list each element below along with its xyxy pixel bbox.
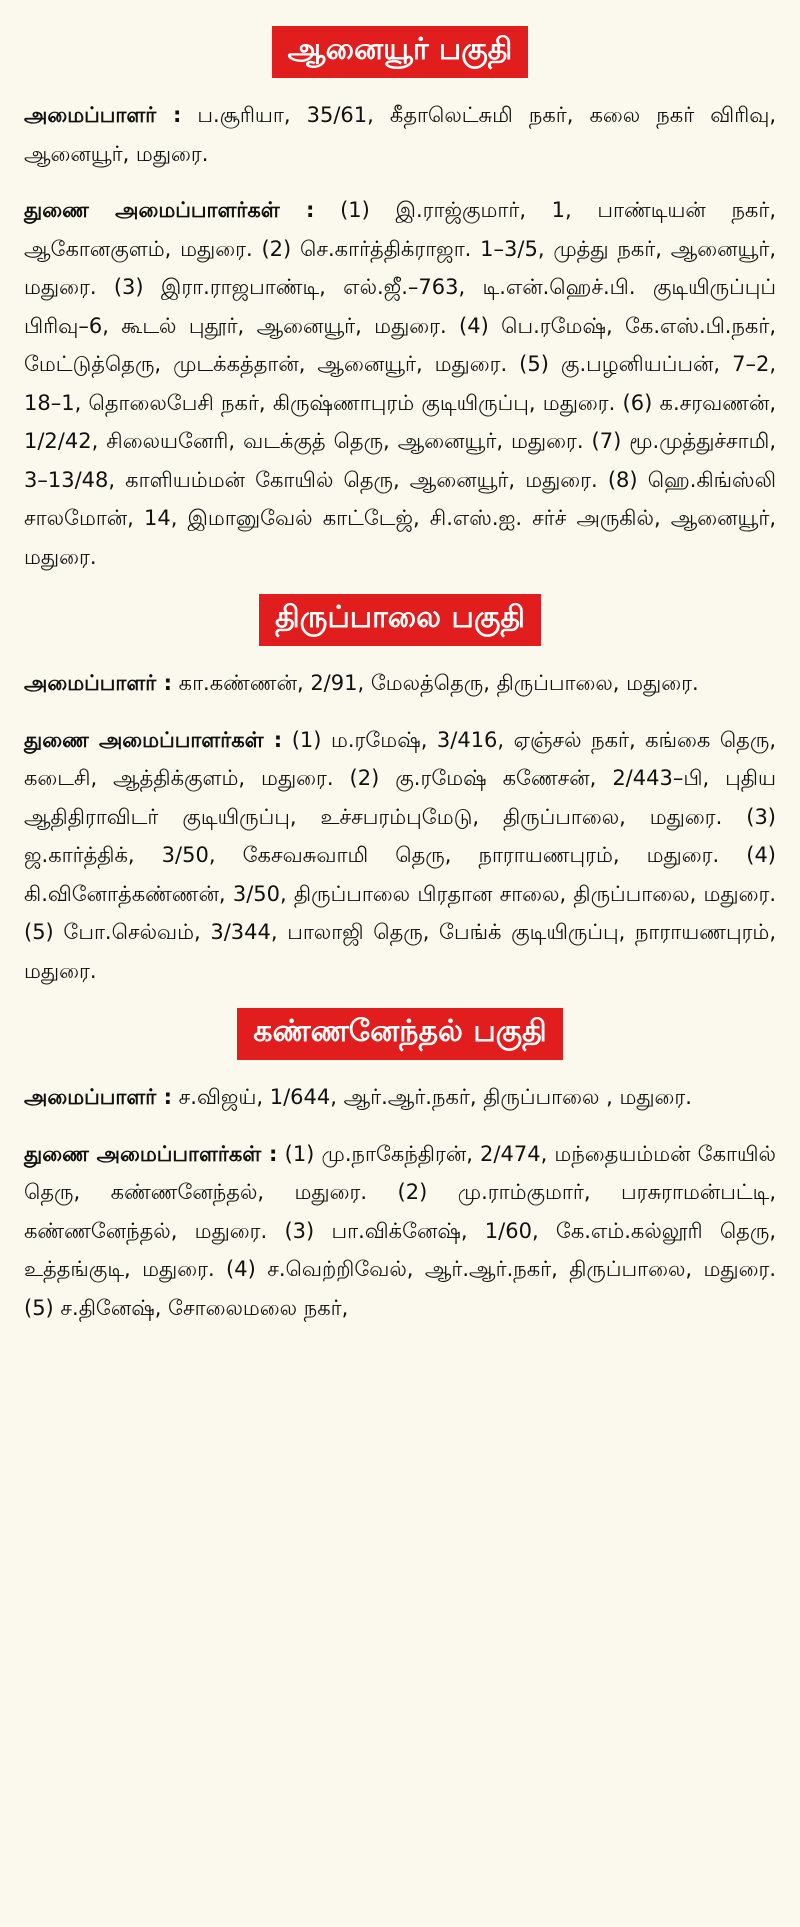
section-thiruppalai: [24, 594, 776, 990]
organizer-paragraph: [24, 664, 776, 703]
organizer-paragraph: [24, 1078, 776, 1117]
deputy-paragraph: [24, 1135, 776, 1328]
section-kannanendhal: [24, 1008, 776, 1327]
section-title: ஆனையூர் பகுதி: [272, 26, 529, 78]
deputy-details: (1) மு.நாகேந்திரன், 2/474, மந்தையம்மன் கோயில் தெரு, கண்ணனேந்தல், மதுரை. (2) மு.ராம்குமார், பரசுராமன்பட்டி, கண்ணனேந்தல், மதுரை. (3) பா.விக்னேஷ், 1/60, கே.எம்.கல்லூரி தெரு, உத்தங்குடி, மதுரை. (4) ச.வெற்றிவேல், ஆர்.ஆர்.நகர், திருப்பாலை, மதுரை. (5) ச.தினேஷ், சோலைமலை நகர்,: [24, 1141, 776, 1320]
organizer-label: அமைப்பாளர் :: [24, 671, 172, 695]
organizer-label: அமைப்பாளர் :: [24, 1085, 172, 1109]
deputy-label: துணை அமைப்பாளர்கள் :: [24, 727, 283, 752]
deputy-label: துணை அமைப்பாளர்கள் :: [24, 1141, 278, 1166]
organizer-details: கா.கண்ணன், 2/91, மேலத்தெரு, திருப்பாலை, மதுரை.: [171, 671, 699, 695]
section-banner: [24, 1008, 776, 1060]
deputy-paragraph: [24, 191, 776, 576]
organizer-label: அமைப்பாளர் :: [24, 103, 182, 127]
organizer-details: ச.விஜய், 1/644, ஆர்.ஆர்.நகர், திருப்பாலை , மதுரை.: [171, 1085, 692, 1109]
section-banner: [24, 26, 776, 78]
deputy-paragraph: [24, 721, 776, 991]
deputy-label: துணை அமைப்பாளர்கள் :: [24, 198, 315, 222]
section-banner: [24, 594, 776, 646]
section-aanaiyur: [24, 26, 776, 576]
organizer-details: ப.சூரியா, 35/61, கீதாலெட்சுமி நகர், கலை நகர் விரிவு, ஆனையூர், மதுரை.: [24, 103, 777, 166]
deputy-details: (1) இ.ராஜ்குமார், 1, பாண்டியன் நகர், ஆகோனகுளம், மதுரை. (2) செ.கார்த்திக்ராஜா. 1–3/5, முத்து நகர், ஆனையூர், மதுரை. (3) இரா.ராஜபாண்டி, எல்.ஜீ.–763, டி.என்.ஹெச்.பி. குடியிருப்புப் பிரிவு–6, கூடல் புதூர், ஆனையூர், மதுரை. (4) பெ.ரமேஷ், கே.எஸ்.பி.நகர், மேட்டுத்தெரு, முடக்கத்தான், ஆனையூர், மதுரை. (5) கு.பழனியப்பன், 7–2, 18–1, தொலைபேசி நகர், கிருஷ்ணாபுரம் குடியிருப்பு, மதுரை. (6) க.சரவணன், 1/2/42, சிலையனேரி, வடக்குத் தெரு, ஆனையூர், மதுரை. (7) மூ.முத்துச்சாமி, 3–13/48, காளியம்மன் கோயில் தெரு, ஆனையூர், மதுரை. (8) ஹெ.கிங்ஸ்லி சாலமோன், 14, இமானுவேல் காட்டேஜ், சி.எஸ்.ஐ. சர்ச் அருகில், ஆனையூர், மதுரை.: [24, 198, 777, 569]
deputy-details: (1) ம.ரமேஷ், 3/416, ஏஞ்சல் நகர், கங்கை தெரு, கடைசி, ஆத்திக்குளம், மதுரை. (2) கு.ரமேஷ் கணேசன், 2/443–பி, புதிய ஆதிதிராவிடர் குடியிருப்பு, உச்சபரம்புமேடு, திருப்பாலை, மதுரை. (3) ஜ.கார்த்திக், 3/50, கேசவசுவாமி தெரு, நாராயணபுரம், மதுரை. (4) கி.வினோத்கண்ணன், 3/50, திருப்பாலை பிரதான சாலை, திருப்பாலை, மதுரை. (5) போ.செல்வம், 3/344, பாலாஜி தெரு, பேங்க் குடியிருப்பு, நாராயணபுரம், மதுரை.: [24, 727, 776, 983]
section-title: திருப்பாலை பகுதி: [259, 594, 541, 646]
section-title: கண்ணனேந்தல் பகுதி: [237, 1008, 562, 1060]
organizer-paragraph: [24, 96, 776, 173]
